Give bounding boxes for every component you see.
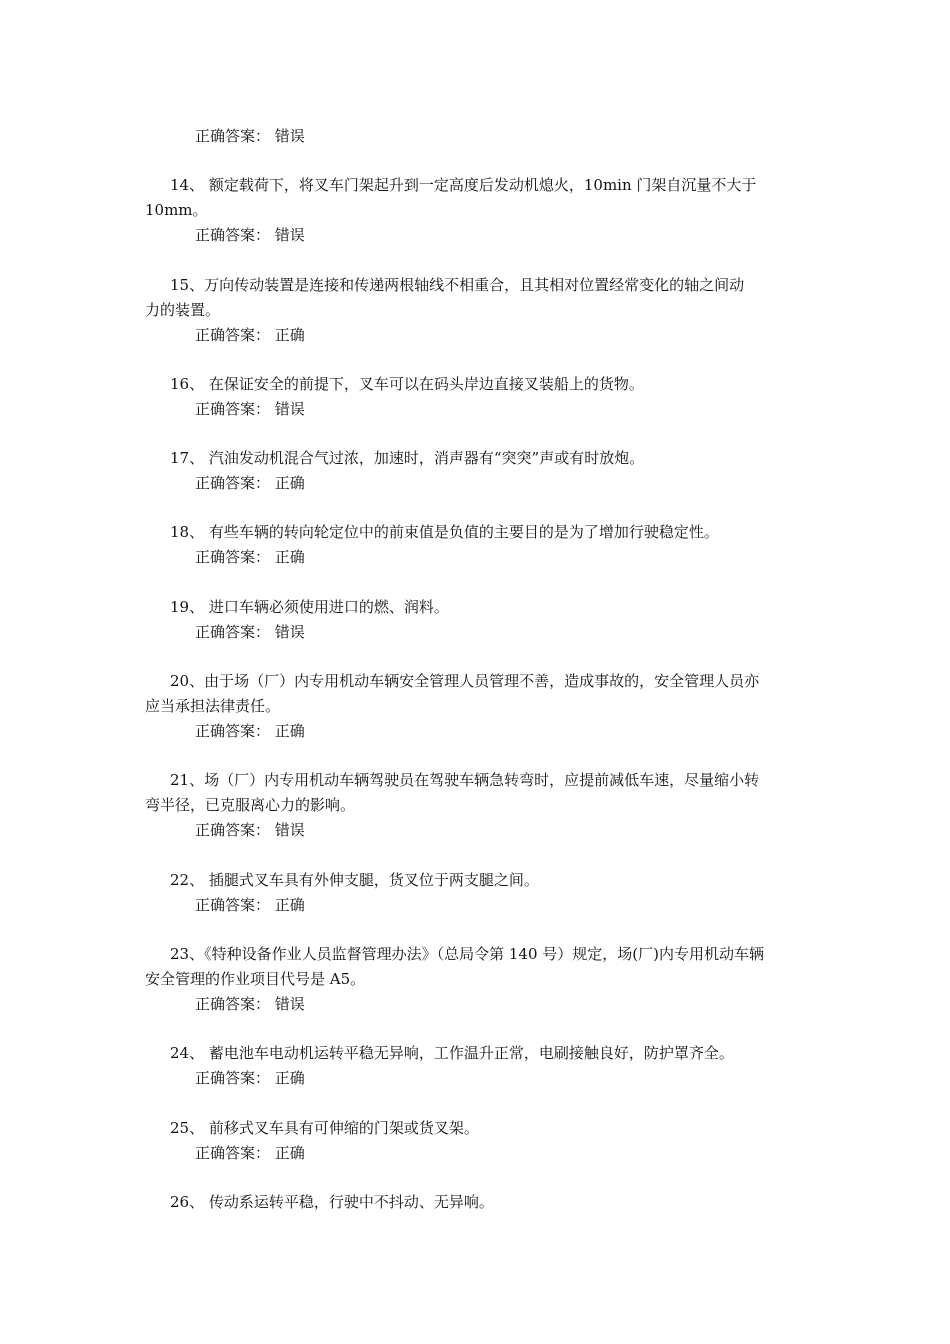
question-text-continued: 力的装置。 [145, 300, 221, 319]
spacer [145, 570, 810, 594]
question-text: 14、 额定载荷下，将叉车门架起升到一定高度后发动机熄火，10min 门架自沉量不大于 [170, 176, 757, 195]
question-list [145, 124, 810, 1215]
answer-line: 正确答案： 正确 [195, 1069, 305, 1088]
answer-line: 正确答案： 错误 [195, 821, 305, 840]
spacer [145, 348, 810, 372]
spacer [145, 744, 810, 768]
question-text-continued: 安全管理的作业项目代号是 A5。 [145, 969, 366, 988]
spacer [145, 1017, 810, 1041]
question-text: 22、 插腿式叉车具有外伸支腿，货叉位于两支腿之间。 [170, 870, 539, 889]
answer-line: 正确答案： 正确 [195, 474, 305, 493]
spacer [145, 1091, 810, 1115]
question-text: 23、《特种设备作业人员监督管理办法》（总局令第 140 号）规定，场(厂)内专用机动车辆 [170, 944, 764, 963]
spacer [145, 149, 810, 173]
question-text: 16、 在保证安全的前提下，叉车可以在码头岸边直接叉装船上的货物。 [170, 374, 644, 393]
question-text: 21、场（厂）内专用机动车辆驾驶员在驾驶车辆急转弯时，应提前减低车速，尽量缩小转 [170, 771, 760, 790]
question-text: 19、 进口车辆必须使用进口的燃、润料。 [170, 597, 449, 616]
answer-line: 正确答案： 正确 [195, 722, 305, 741]
spacer [145, 422, 810, 446]
question-text: 18、 有些车辆的转向轮定位中的前束值是负值的主要目的是为了增加行驶稳定性。 [170, 523, 719, 542]
answer-line: 正确答案： 错误 [195, 994, 305, 1013]
question-text-continued: 弯半径，已克服离心力的影响。 [145, 796, 356, 815]
answer-line: 正确答案： 正确 [195, 548, 305, 567]
answer-line: 正确答案： 正确 [195, 895, 305, 914]
spacer [145, 496, 810, 520]
question-text: 26、 传动系运转平稳，行驶中不抖动、无异响。 [170, 1192, 494, 1211]
answer-line: 正确答案： 错误 [195, 226, 305, 245]
answer-line: 正确答案： 错误 [195, 622, 305, 641]
spacer [145, 918, 810, 942]
answer-line: 正确答案： 错误 [195, 127, 305, 145]
question-text: 25、 前移式叉车具有可伸缩的门架或货叉架。 [170, 1118, 479, 1137]
answer-line: 正确答案： 正确 [195, 325, 305, 344]
answer-line: 正确答案： 错误 [195, 399, 305, 418]
spacer [145, 843, 810, 867]
answer-line: 正确答案： 正确 [195, 1143, 305, 1162]
question-text: 20、由于场（厂）内专用机动车辆安全管理人员管理不善，造成事故的，安全管理人员亦 [170, 672, 760, 691]
spacer [145, 248, 810, 272]
question-text-continued: 应当承担法律责任。 [145, 697, 281, 716]
question-text: 24、 蓄电池车电动机运转平稳无异响，工作温升正常，电刷接触良好，防护罩齐全。 [170, 1044, 734, 1063]
question-text-continued: 10mm。 [145, 201, 208, 220]
spacer [145, 1166, 810, 1190]
spacer [145, 645, 810, 669]
question-text: 15、万向传动装置是连接和传递两根轴线不相重合，且其相对位置经常变化的轴之间动 [170, 275, 745, 294]
question-text: 17、 汽油发动机混合气过浓，加速时，消声器有“突突”声或有时放炮。 [170, 449, 645, 468]
